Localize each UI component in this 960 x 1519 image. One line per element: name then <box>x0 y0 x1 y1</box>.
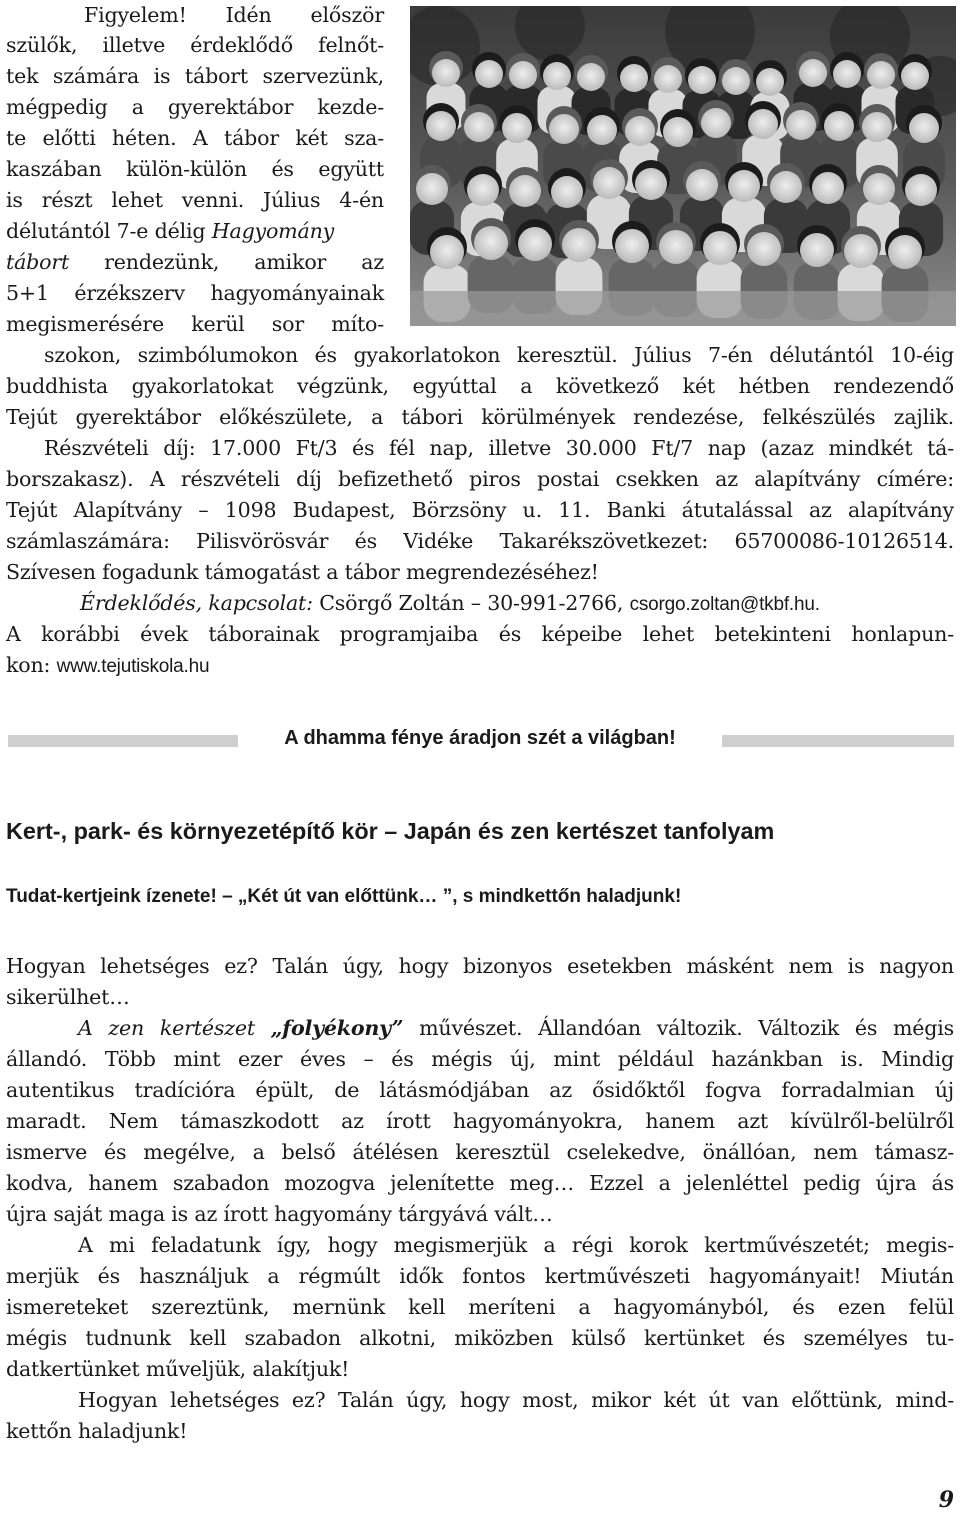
person-face <box>464 112 494 142</box>
person-face <box>833 60 861 88</box>
person-face <box>509 61 537 89</box>
separator-bar-right <box>722 735 954 747</box>
person-face <box>430 235 464 269</box>
text-line: 5+1 érzékszerv hagyományainak <box>6 281 384 305</box>
person-face <box>756 68 784 96</box>
person-face <box>722 67 750 95</box>
person-face <box>786 110 816 140</box>
page-number: 9 <box>938 1487 954 1513</box>
contact-label: Érdeklődés, kapcsolat: <box>80 591 313 615</box>
text-line: Hogyan lehetséges ez? Talán úgy, hogy most, mikor két út van előttünk, mind- <box>78 1388 954 1412</box>
contact-line <box>80 588 820 618</box>
text-line: mégis tudnunk kell szabadon alkotni, miközben külső kertünket és személyes tu- <box>6 1326 954 1350</box>
person-face <box>577 63 605 91</box>
text-line <box>6 650 209 680</box>
person-face <box>625 116 655 146</box>
person-face <box>824 111 854 141</box>
emphasis-text: „folyékony” <box>270 1016 404 1040</box>
person-face <box>748 109 778 139</box>
text-line: te előtti héten. A tábor két sza- <box>6 126 384 150</box>
person-face <box>659 230 693 264</box>
text-line <box>6 247 384 277</box>
text-line: ismereteket szereztünk, mernünk kell meríteni a hagyományból, és ezen felül <box>6 1295 954 1319</box>
text-line: tek számára is tábort szervezünk, <box>6 64 384 88</box>
motto: A dhamma fénye áradjon szét a világban! <box>284 727 676 749</box>
text-span: kon: <box>6 653 51 677</box>
person-face <box>800 233 834 267</box>
group-photo <box>410 6 956 326</box>
section-heading: Kert-, park- és környezetépítő kör – Japán és zen kertészet tanfolyam <box>6 818 775 844</box>
text-line: megismerésére kerül sor míto- <box>6 312 384 336</box>
person-face <box>901 62 929 90</box>
text-line: borszakasz). A részvételi díj befizethető piros postai csekken az alapítvány címére: <box>6 467 954 491</box>
person-face <box>663 117 693 147</box>
person-face <box>620 64 648 92</box>
contact-name-phone: Csörgő Zoltán – 30-991-2766, <box>319 591 624 615</box>
camp-name-italic: Hagyomány <box>211 219 335 243</box>
person-face <box>432 59 460 87</box>
text-line: maradt. Nem támaszkodott az írott hagyományokra, hanem azt kívülről-belülről <box>6 1109 954 1133</box>
text-line: autentikus tradícióra épült, de látásmódjában az ősidőktől fogva forradalmian új <box>6 1078 954 1102</box>
person-face <box>728 170 760 202</box>
person-face <box>549 114 579 144</box>
person-face <box>812 172 844 204</box>
text-line: A mi feladatunk így, hogy megismerjük a régi korok kertművészetét; megis- <box>78 1233 954 1257</box>
text-line: A korábbi évek táborainak programjaiba és képeibe lehet betekinteni honlapun- <box>6 622 954 646</box>
text-line: is részt lehet venni. Július 4-én <box>6 188 384 212</box>
person-face <box>475 60 503 88</box>
person-face <box>688 66 716 94</box>
text-line: újra saját maga is az írott hagyomány tárgyává vált… <box>6 1202 553 1226</box>
person-face <box>426 111 456 141</box>
person-face <box>701 108 731 138</box>
person-face <box>909 113 939 143</box>
contact-email-link[interactable]: csorgo.zoltan@tkbf.hu. <box>629 594 820 615</box>
separator-bar-left <box>8 735 238 747</box>
person-face <box>551 176 583 208</box>
person-face <box>867 61 895 89</box>
section-subheading: Tudat-kertjeink ízenete! – „Két út van előttünk… ”, s mindkettőn haladjunk! <box>6 886 682 907</box>
text-line: buddhista gyakorlatokat végzünk, egyúttal a következő két hétben rendezendő <box>6 374 954 398</box>
person-face <box>747 232 781 266</box>
person-face <box>509 175 541 207</box>
person-face <box>587 115 617 145</box>
person-face <box>799 59 827 87</box>
person-face <box>844 234 878 268</box>
person-face <box>543 62 571 90</box>
text-span: rendezünk, amikor az <box>104 250 384 274</box>
text-line: kaszában külön-külön és együtt <box>6 157 384 181</box>
text-line: Részvételi díj: 17.000 Ft/3 és fél nap, illetve 30.000 Ft/7 nap (azaz mindkét tá- <box>44 436 954 460</box>
person-face <box>615 229 649 263</box>
person-face <box>654 65 682 93</box>
person-face <box>562 228 596 262</box>
text-line: mégpedig a gyerektábor kezde- <box>6 95 384 119</box>
text-line: Tejút Alapítvány – 1098 Budapest, Börzsöny u. 11. Banki átutalással az alapítvány <box>6 498 954 522</box>
text-line: kettőn haladjunk! <box>6 1419 188 1443</box>
person-face <box>888 235 922 269</box>
person-face <box>686 169 718 201</box>
text-line: szokon, szimbólumokon és gyakorlatokon keresztül. Július 7-én délutántól 10-éig <box>44 343 954 367</box>
person-face <box>703 231 737 265</box>
text-span: délutántól 7-e délig <box>6 219 206 243</box>
text-line: Tejút gyerektábor előkészülete, a tábori körülmények rendezése, felkészülés zajlik. <box>6 405 954 429</box>
text-span: A zen kertészet <box>78 1016 255 1040</box>
text-line: kodva, hanem szabadon mozogva jelenítette meg… Ezzel a jelenléttel pedig újra ás <box>6 1171 954 1195</box>
person-face <box>474 226 508 260</box>
text-line <box>78 1013 954 1043</box>
person-face <box>593 167 625 199</box>
person-face <box>416 173 448 205</box>
text-line: Szívesen fogadunk támogatást a tábor megrendezéséhez! <box>6 560 599 584</box>
person-face <box>862 112 892 142</box>
person-face <box>635 168 667 200</box>
text-line: állandó. Több mint ezer éves – és mégis új, mint például hazánkban is. Mindig <box>6 1047 954 1071</box>
text-span: művészet. Állandóan változik. Változik és mégis <box>419 1016 954 1040</box>
person-face <box>467 174 499 206</box>
person-face <box>905 174 937 206</box>
text-line: datkertünket műveljük, alakítjuk! <box>6 1357 350 1381</box>
website-link[interactable]: www.tejutiskola.hu <box>56 656 210 677</box>
text-line: számlaszámára: Pilisvörösvár és Vidéke Takarékszövetkezet: 65700086-10126514. <box>6 529 954 553</box>
text-line: sikerülhet… <box>6 985 130 1009</box>
person-face <box>863 173 895 205</box>
person-face <box>502 113 532 143</box>
text-line: ismerve és megélve, a belső átélésen keresztül cselekedve, önállóan, nem támasz- <box>6 1140 954 1164</box>
text-line: merjük és használjuk a régmúlt idők fontos kertművészeti hagyományait! Miután <box>6 1264 954 1288</box>
person-face <box>518 227 552 261</box>
camp-name-italic: tábort <box>6 250 70 274</box>
text-line: szülők, illetve érdeklődő felnőt- <box>6 33 384 57</box>
text-line: Hogyan lehetséges ez? Talán úgy, hogy bizonyos esetekben másként nem is nagyon <box>6 954 954 978</box>
text-line: Figyelem! Idén először <box>84 3 384 27</box>
person-face <box>770 171 802 203</box>
text-line <box>6 216 334 246</box>
